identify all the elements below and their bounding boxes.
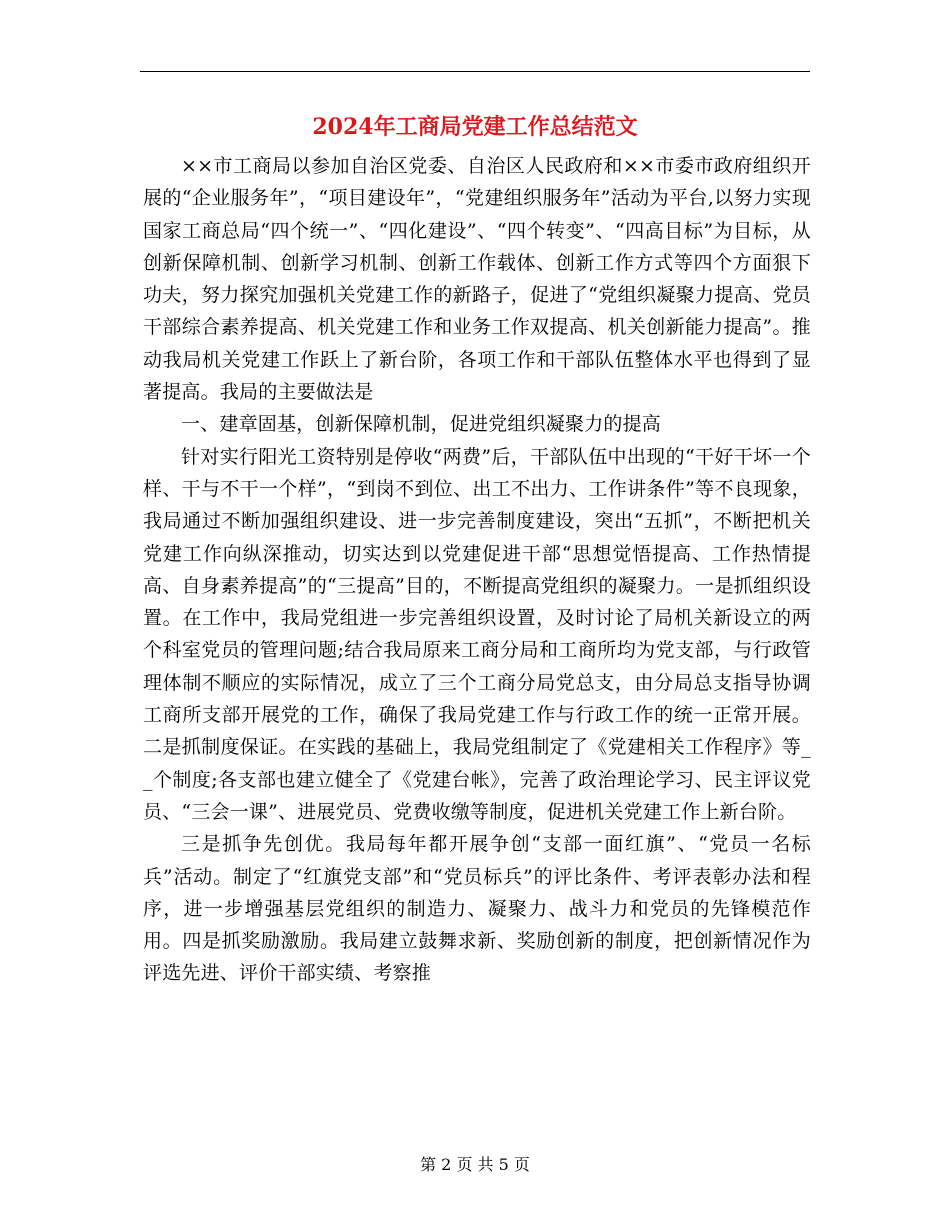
paragraph-section-1: 针对实行阳光工资特别是停收“两费”后，干部队伍中出现的“干好干坏一个样、干与不干一个样”，“到岗不到位、出工不出力、工作讲条件”等不良现象，我局通过不断加强组织建设、进一步完善制度建设，突出“五抓”，不断把机关党建工作向纵深推动，切实达到以党建促进干部“思想觉悟提高、工作热情提高、自身素养提高”的“三提高”目的，不断提高党组织的凝聚力。一是抓组织设置。在工作中，我局党组进一步完善组织设置，及时讨论了局机关新设立的两个科室党员的管理问题;结合我局原来工商分局和工商所均为党支部，与行政管理体制不顺应的实际情况，成立了三个工商分局党总支，由分局总支指导协调工商所支部开展党的工作，确保了我局党建工作与行政工作的统一正常开展。二是抓制度保证。在实践的基础上，我局党组制定了《党建相关工作程序》等__个制度;各支部也建立健全了《党建台帐》，完善了政治理论学习、民主评议党员、“三会一课”、进展党员、党费收缴等制度，促进机关党建工作上新台阶。 (143, 445, 811, 823)
paragraph-section-1-continued: 三是抓争先创优。我局每年都开展争创“支部一面红旗”、“党员一名标兵”活动。制定了“红旗党支部”和“党员标兵”的评比条件、考评表彰办法和程序，进一步增强基层党组织的制造力、凝聚力、战斗力和党员的先锋模范作用。四是抓奖励激励。我局建立鼓舞求新、奖励创新的制度，把创新情况作为评选先进、评价干部实绩、考察推 (143, 833, 811, 985)
document-body (143, 150, 811, 990)
paragraph-intro: ××市工商局以参加自治区党委、自治区人民政府和××市委市政府组织开展的“企业服务年”，“项目建设年”，“党建组织服务年”活动为平台,以努力实现国家工商总局“四个统一”、“四化建设”、“四个转变”、“四高目标”为目标，从创新保障机制、创新学习机制、创新工作载体、创新工作方式等四个方面狠下功夫，努力探究加强机关党建工作的新路子，促进了“党组织凝聚力提高、党员干部综合素养提高、机关党建工作和业务工作双提高、机关创新能力提高”。推动我局机关党建工作跃上了新台阶，各项工作和干部队伍整体水平也得到了显著提高。我局的主要做法是 (143, 155, 811, 404)
header-rule (140, 71, 810, 72)
page-footer: 第 2 页 共 5 页 (420, 1155, 530, 1174)
document-title: 2024年工商局党建工作总结范文 (312, 114, 638, 140)
section-heading-1: 一、建章固基，创新保障机制，促进党组织凝聚力的提高 (181, 413, 662, 436)
